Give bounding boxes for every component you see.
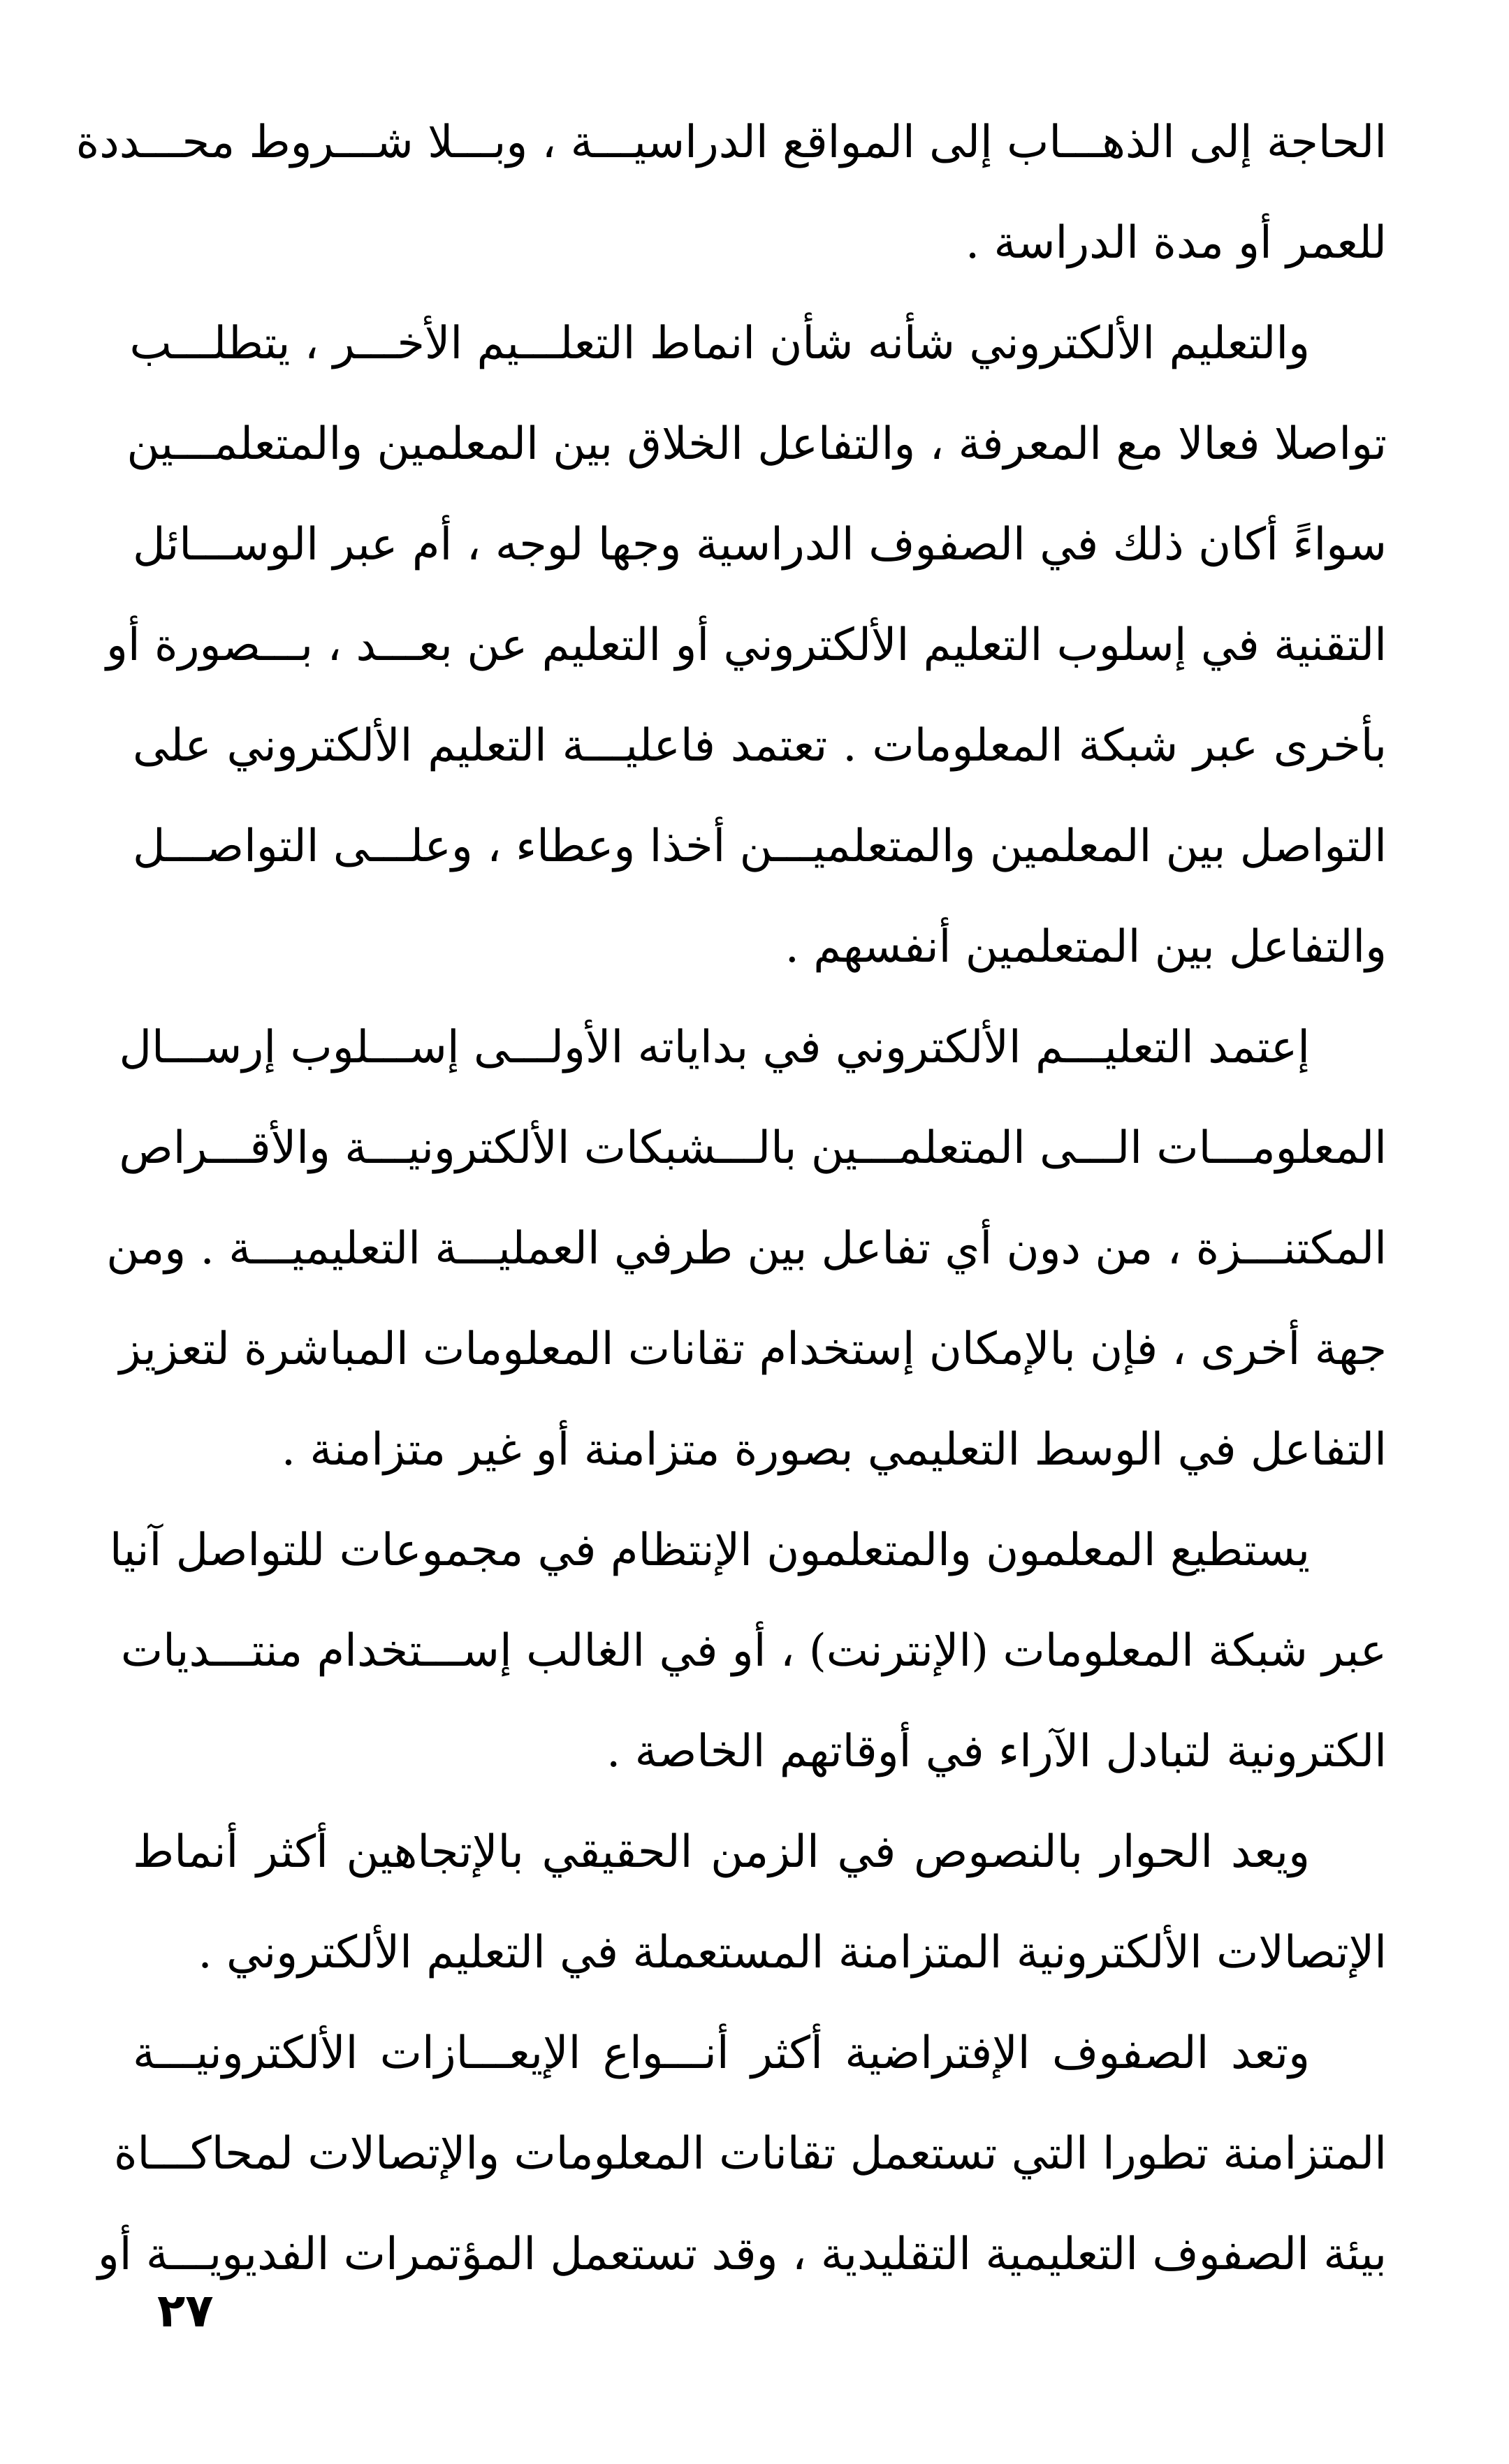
text-line: عبر شبكة المعلومات (الإنترنت) ، أو في الغالب إســـتخدام منتـــديات bbox=[120, 1625, 1387, 1677]
body-text bbox=[75, 92, 1387, 2305]
text-line: الإتصالات الألكترونية المتزامنة المستعملة في التعليم الألكتروني . bbox=[198, 1927, 1387, 1979]
text-line: التفاعل في الوسط التعليمي بصورة متزامنة أو غير متزامنة . bbox=[281, 1424, 1387, 1476]
text-line: بيئة الصفوف التعليمية التقليدية ، وقد تستعمل المؤتمرات الفديويـــة أو bbox=[97, 2229, 1387, 2280]
text-line: تواصلا فعالا مع المعرفة ، والتفاعل الخلاق بين المعلمين والمتعلمـــين bbox=[126, 418, 1387, 470]
text-line: إعتمد التعليـــم الألكتروني في بداياته الأولـــى إســـلوب إرســـال bbox=[119, 1022, 1310, 1073]
text-line: الكترونية لتبادل الآراء في أوقاتهم الخاصة . bbox=[606, 1726, 1387, 1777]
text-line: ويعد الحوار بالنصوص في الزمن الحقيقي بالإتجاهين أكثر أنماط bbox=[133, 1826, 1310, 1878]
text-line: الحاجة إلى الذهـــاب إلى المواقع الدراسيـــة ، وبـــلا شـــروط محـــددة bbox=[75, 117, 1387, 168]
text-line: جهة أخرى ، فإن بالإمكان إستخدام تقانات المعلومات المباشرة لتعزيز bbox=[119, 1323, 1387, 1375]
text-line: للعمر أو مدة الدراسة . bbox=[965, 217, 1387, 269]
page-number: ٢٧ bbox=[157, 2284, 214, 2338]
text-line: التواصل بين المعلمين والمتعلميـــن أخذا وعطاء ، وعلـــى التواصـــل bbox=[133, 821, 1387, 872]
text-line: التقنية في إسلوب التعليم الألكتروني أو التعليم عن بعـــد ، بـــصورة أو bbox=[106, 619, 1387, 671]
text-line: والتفاعل بين المتعلمين أنفسهم . bbox=[785, 921, 1387, 973]
text-line: بأخرى عبر شبكة المعلومات . تعتمد فاعليـــة التعليم الألكتروني على bbox=[133, 720, 1387, 772]
text-line: والتعليم الألكتروني شأنه شأن انماط التعلـــيم الأخـــر ، يتطلـــب bbox=[129, 318, 1310, 369]
text-line: المتزامنة تطورا التي تستعمل تقانات المعلومات والإتصالات لمحاكـــاة bbox=[113, 2128, 1387, 2180]
text-line: المعلومـــات الـــى المتعلمـــين بالـــشبكات الألكترونيـــة والأقـــراص bbox=[119, 1122, 1387, 1174]
text-line: المكتنـــزة ، من دون أي تفاعل بين طرفي العمليـــة التعليميـــة . ومن bbox=[106, 1223, 1387, 1275]
text-line: وتعد الصفوف الإفتراضية أكثر أنـــواع الإيعـــازات الألكترونيـــة bbox=[133, 2027, 1310, 2079]
text-line: سواءً أكان ذلك في الصفوف الدراسية وجها لوجه ، أم عبر الوســـائل bbox=[133, 519, 1387, 571]
text-line: يستطيع المعلمون والمتعلمون الإنتظام في مجموعات للتواصل آنيا bbox=[109, 1525, 1310, 1576]
